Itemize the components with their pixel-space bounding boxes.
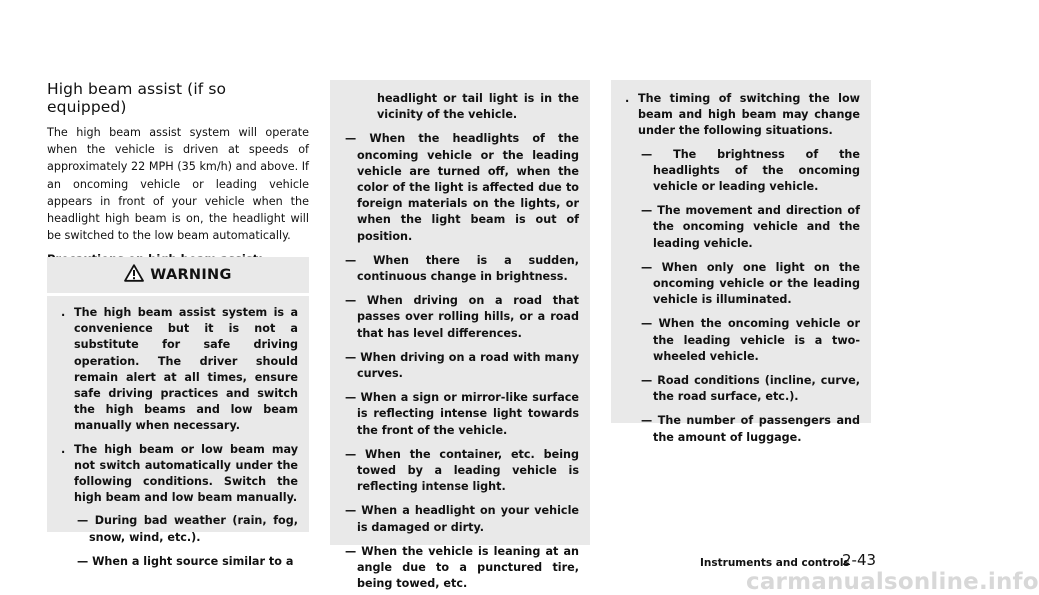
section-heading: High beam assist (if so equipped) [47,80,227,116]
warning-dash-item: — During bad weather (rain, fog, snow, wind, etc.). [77,514,298,544]
warning-title: WARNING [150,267,232,283]
condition-item: — When the headlights of the oncoming vehicle or the leading vehicle are turned off, when the color of the light is affected due to foreign materials on the lights, or when the light beam is out of position. [345,132,579,243]
condition-item: — When a sign or mirror-like surface is reflecting intense light towards the front of the vehicle. [345,391,579,437]
warning-triangle-icon [124,264,144,286]
continuation-text: headlight or tail light is in the vicinity of the vehicle. [377,92,579,122]
condition-item: — When there is a sudden, continuous change in brightness. [345,253,579,284]
warning-bullet: . The high beam or low beam may not switch automatically under the following conditions. Switch the high beam and low beam manually. [61,442,298,505]
condition-item: — When the vehicle is leaning at an angle due to a punctured tire, being towed, etc. [345,544,579,591]
condition-item: — When the container, etc. being towed by a leading vehicle is reflecting intense light. [345,447,579,494]
footer-section-label: Instruments and controls [700,557,850,569]
condition-item: — When driving on a road with many curves. [345,350,579,381]
condition-item: — When driving on a road that passes over rolling hills, or a road that has level differences. [345,294,579,340]
warning-divider [47,293,309,296]
warning-box [47,257,309,568]
timing-item: — When only one light on the oncoming vehicle or the leading vehicle is illuminated. [641,260,860,307]
column-1 [47,80,309,278]
timing-item: — The movement and direction of the oncoming vehicle and the leading vehicle. [641,204,860,250]
warning-header [47,257,309,293]
timing-bullet: . The timing of switching the low beam and high beam may change under the following situations. [625,92,860,138]
warning-box-continued [330,80,590,591]
watermark: carmanualsonline.info [746,569,1039,595]
timing-item: — When the oncoming vehicle or the leading vehicle is a two-wheeled vehicle. [641,317,860,363]
warning-box-timing [611,80,871,444]
timing-item: — The number of passengers and the amount of luggage. [641,414,860,444]
timing-item: — The brightness of the headlights of the oncoming vehicle or leading vehicle. [641,147,860,194]
page-number: 2-43 [842,551,877,569]
warning-bullet: . The high beam assist system is a convenience but it is not a substitute for safe driving operation. The driver should remain alert at all times, ensure safe driving practices and switch the high beams and low beam manually when necessary. [61,306,298,433]
intro-paragraph: The high beam assist system will operate when the vehicle is driven at speeds of approximately 22 MPH (35 km/h) and above. If an oncoming vehicle or leading vehicle appears in front of your vehicle when the headlight high beam is on, the headlight will be switched to the low beam automatically. [47,126,309,243]
warning-dash-item: — When a light source similar to a [77,554,294,568]
timing-item: — Road conditions (incline, curve, the road surface, etc.). [641,374,860,404]
condition-item: — When a headlight on your vehicle is damaged or dirty. [345,504,579,534]
